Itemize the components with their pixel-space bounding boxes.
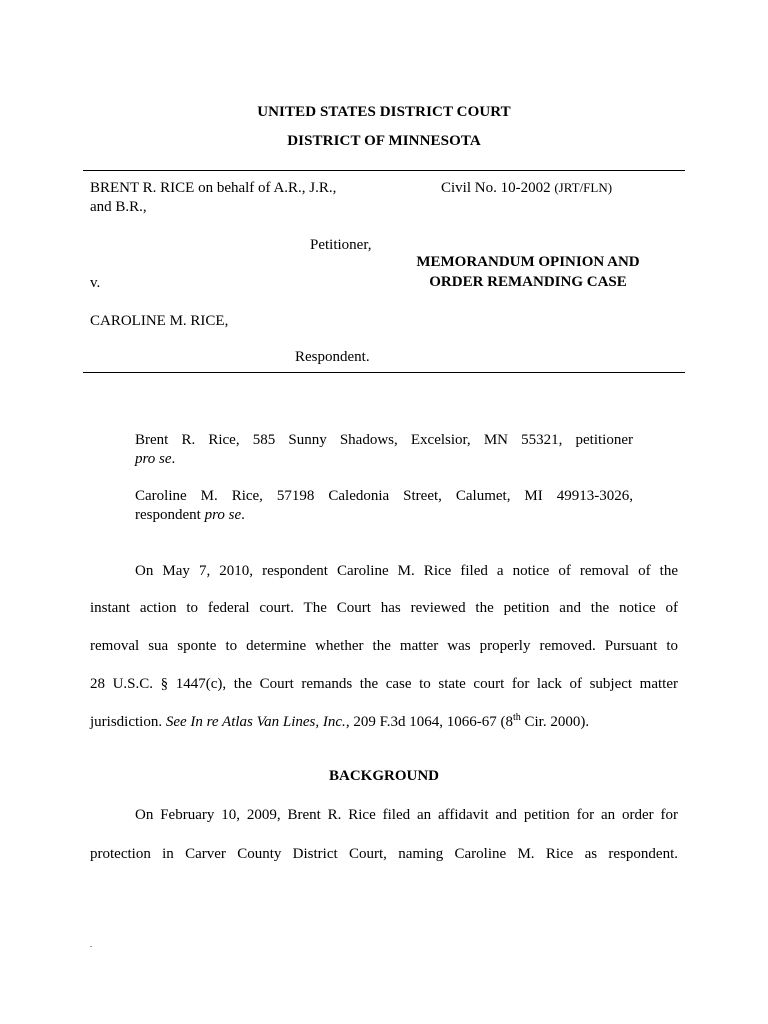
appearance-petitioner-line2 xyxy=(135,450,633,469)
intro-line-5 xyxy=(90,713,678,732)
intro-line-3: removal sua sponte to determine whether the matter was properly removed. Pursuant to xyxy=(90,638,678,654)
civil-number xyxy=(441,180,612,197)
pro-se-italic: pro se xyxy=(204,507,242,523)
intro-line-4: 28 U.S.C. § 1447(c), the Court remands the case to state court for lack of subject matter xyxy=(90,676,678,692)
citation-superscript: th xyxy=(512,712,521,723)
appearance-respondent-line2 xyxy=(135,506,633,525)
petitioner-name-line1: BRENT R. RICE on behalf of A.R., J.R., xyxy=(90,180,337,196)
appearance-respondent-line1: Caroline M. Rice, 57198 Caledonia Street, Calumet, MI 49913-3026, xyxy=(135,488,633,504)
citation-tail: Cir. 2000). xyxy=(520,714,590,730)
pro-se-italic: pro se xyxy=(135,451,172,467)
document-title-line2: ORDER REMANDING CASE xyxy=(429,274,627,290)
caption-bottom-rule xyxy=(83,372,685,373)
document-title-line1: MEMORANDUM OPINION AND xyxy=(416,254,640,270)
appearance-respondent xyxy=(135,487,633,525)
petitioner-name-line2: and B.R., xyxy=(90,199,147,215)
court-district: DISTRICT OF MINNESOTA xyxy=(287,133,481,149)
appearance-petitioner-line1: Brent R. Rice, 585 Sunny Shadows, Excelsior, MN 55321, petitioner xyxy=(135,432,633,448)
civil-number-text: Civil No. 10-2002 xyxy=(441,180,551,196)
section-heading-background: BACKGROUND xyxy=(328,768,439,784)
intro-last-prefix: jurisdiction. xyxy=(90,714,166,730)
caption-top-rule xyxy=(83,170,685,171)
court-name: UNITED STATES DISTRICT COURT xyxy=(257,104,511,120)
respondent-name: CAROLINE M. RICE, xyxy=(90,313,229,329)
respondent-role: Respondent. xyxy=(295,349,370,365)
intro-line-1: On May 7, 2010, respondent Caroline M. Rice filed a notice of removal of the xyxy=(135,563,678,579)
citation-detail: , 209 F.3d 1064, 1066-67 (8 xyxy=(345,714,513,730)
petitioner-role: Petitioner, xyxy=(310,237,372,253)
background-line-2: protection in Carver County District Court, naming Caroline M. Rice as respondent. xyxy=(90,846,678,862)
versus: v. xyxy=(90,275,101,291)
background-line-1: On February 10, 2009, Brent R. Rice filed an affidavit and petition for an order for xyxy=(135,807,678,823)
case-citation-italic: See In re Atlas Van Lines, Inc. xyxy=(165,714,346,730)
appearance-respondent-prefix: respondent xyxy=(135,507,205,523)
appearance-petitioner-tail: . xyxy=(171,451,176,467)
appearance-petitioner xyxy=(135,431,633,469)
document-title xyxy=(392,252,664,292)
appearance-respondent-tail: . xyxy=(241,507,245,523)
intro-line-2: instant action to federal court. The Court has reviewed the petition and the notice of xyxy=(90,600,678,616)
judge-initials: (JRT/FLN) xyxy=(554,180,613,195)
footnote-mark xyxy=(90,946,92,947)
